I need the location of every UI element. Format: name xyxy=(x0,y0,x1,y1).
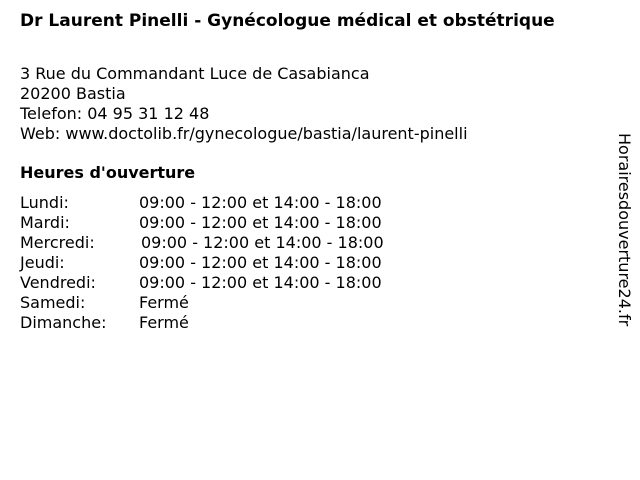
day-hours: 09:00 - 12:00 et 14:00 - 18:00 xyxy=(139,253,382,272)
day-label: Samedi: xyxy=(20,293,86,312)
day-label: Mardi: xyxy=(20,213,70,232)
day-hours: 09:00 - 12:00 et 14:00 - 18:00 xyxy=(139,193,382,212)
day-hours: 09:00 - 12:00 et 14:00 - 18:00 xyxy=(139,273,382,292)
day-hours: Fermé xyxy=(139,313,189,332)
address-city: 20200 Bastia xyxy=(20,84,126,103)
contact-block xyxy=(20,64,468,144)
page-title: Dr Laurent Pinelli - Gynécologue médical et obstétrique xyxy=(20,11,555,31)
day-hours: 09:00 - 12:00 et 14:00 - 18:00 xyxy=(139,213,382,232)
day-label: Dimanche: xyxy=(20,313,107,332)
day-hours: 09:00 - 12:00 et 14:00 - 18:00 xyxy=(141,233,384,252)
website-url: Web: www.doctolib.fr/gynecologue/bastia/laurent-pinelli xyxy=(20,124,468,143)
site-watermark: Horairesdouverture24.fr xyxy=(615,133,634,327)
day-label: Jeudi: xyxy=(20,253,65,272)
hours-heading: Heures d'ouverture xyxy=(20,163,196,182)
day-hours: Fermé xyxy=(139,293,189,312)
address-street: 3 Rue du Commandant Luce de Casabianca xyxy=(20,64,370,83)
day-label: Mercredi: xyxy=(20,233,95,252)
day-label: Vendredi: xyxy=(20,273,96,292)
phone-number: Telefon: 04 95 31 12 48 xyxy=(20,104,210,123)
day-label: Lundi: xyxy=(20,193,69,212)
